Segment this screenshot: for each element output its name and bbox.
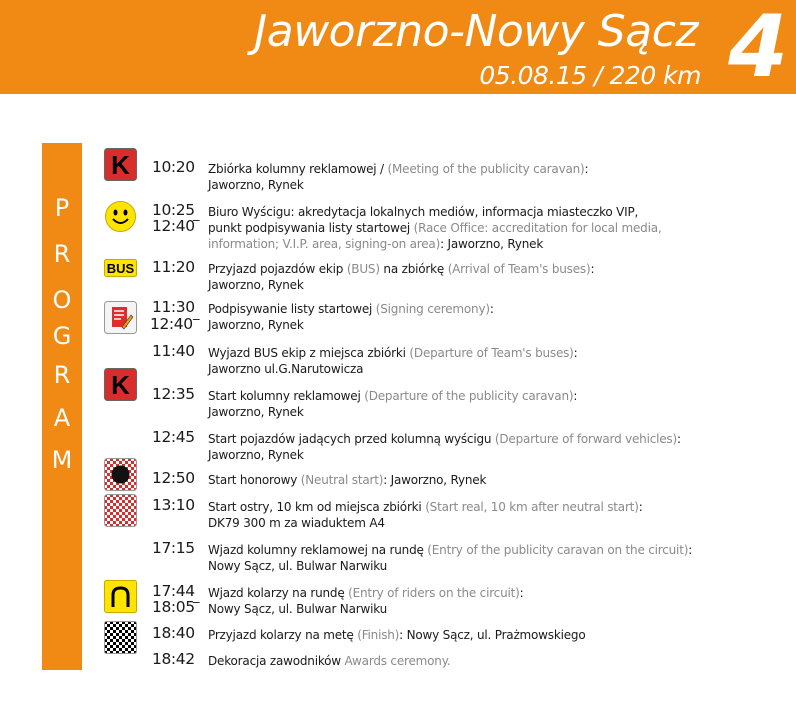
schedule-entry: Wjazd kolarzy na rundę (Entry of riders on the circuit): Nowy Sącz, ul. Bulwar Narwiku — [208, 586, 524, 616]
schedule-entry: Start pojazdów jadących przed kolumną wyścigu (Departure of forward vehicles): Jaworzno, Rynek — [208, 432, 681, 462]
time-label: 13:10 — [152, 496, 195, 514]
svg-text:K: K — [111, 370, 130, 400]
stage-date-distance: 05.08.15 / 220 km — [479, 61, 701, 90]
time-label: 12:50 — [152, 469, 195, 487]
time-label: 11:30 — [152, 298, 195, 316]
bus-icon — [104, 259, 137, 277]
time-label: 12:45 — [152, 428, 195, 446]
time-range-dash: _ — [193, 207, 200, 222]
smiley-icon — [104, 200, 137, 233]
circuit-icon — [104, 580, 137, 613]
schedule-entry: Wyjazd BUS ekip z miejsca zbiórki (Departure of Team's buses): Jaworzno ul.G.Narutowicza — [208, 346, 578, 376]
time-range-dash: _ — [193, 589, 200, 604]
time-label: 11:20 — [152, 258, 195, 276]
svg-text:K: K — [111, 150, 130, 180]
header-banner — [0, 0, 796, 94]
sidebar-letter: P — [54, 194, 70, 222]
signing-sheet-icon — [104, 301, 137, 334]
time-label: 10:25 — [152, 201, 195, 219]
schedule-entry: Przyjazd pojazdów ekip (BUS) na zbiórkę (Arrival of Team's buses): Jaworzno, Rynek — [208, 262, 595, 292]
time-label: 12:40 — [152, 217, 195, 235]
schedule-entry: Biuro Wyścigu: akredytacja lokalnych mediów, informacja miasteczko VIP, punkt podpisywania listy startowej (Race Office: accreditation for local media, information; V.I.P. area, signing-on area): Jaworzno, Rynek — [208, 205, 662, 251]
stage-title: Jaworzno-Nowy Sącz — [254, 6, 698, 57]
time-label: 18:42 — [152, 650, 195, 668]
schedule-entry: Zbiórka kolumny reklamowej / (Meeting of the publicity caravan): Jaworzno, Rynek — [208, 162, 589, 192]
schedule-entry: Start honorowy (Neutral start): Jaworzno, Rynek — [208, 473, 487, 487]
schedule-entry: Dekoracja zawodników Awards ceremony. — [208, 654, 451, 668]
sidebar-letter: M — [51, 446, 73, 474]
time-label: 12:40 — [150, 315, 193, 333]
time-label: 11:40 — [152, 342, 195, 360]
time-range-dash: _ — [193, 306, 200, 321]
schedule-entry: Podpisywanie listy startowej (Signing ceremony): Jaworzno, Rynek — [208, 302, 494, 332]
real-start-icon — [104, 494, 137, 527]
time-label: 17:44 — [152, 582, 195, 600]
schedule-entry: Start kolumny reklamowej (Departure of the publicity caravan): Jaworzno, Rynek — [208, 389, 578, 419]
finish-flag-icon — [104, 621, 137, 654]
time-label: 18:40 — [152, 624, 195, 642]
sidebar-letter: A — [53, 404, 71, 432]
sidebar-letter: G — [52, 322, 72, 350]
caravan-k-icon — [104, 368, 137, 401]
caravan-k-icon — [104, 148, 137, 181]
time-label: 17:15 — [152, 539, 195, 557]
schedule-entry: Wjazd kolumny reklamowej na rundę (Entry of the publicity caravan on the circuit): Nowy Sącz, ul. Bulwar Narwiku — [208, 543, 693, 573]
stage-number: 4 — [728, 0, 788, 94]
sidebar-letter: O — [52, 286, 72, 314]
neutral-start-icon — [104, 458, 137, 491]
time-label: 18:05 — [152, 598, 195, 616]
schedule-entry: Przyjazd kolarzy na metę (Finish): Nowy Sącz, ul. Prażmowskiego — [208, 628, 586, 642]
sidebar-letter: R — [53, 240, 71, 268]
svg-text:BUS: BUS — [106, 261, 135, 276]
sidebar-letter: R — [53, 361, 71, 389]
time-label: 10:20 — [152, 158, 195, 176]
program-sidebar — [42, 143, 82, 670]
time-label: 12:35 — [152, 385, 195, 403]
schedule-entry: Start ostry, 10 km od miejsca zbiórki (Start real, 10 km after neutral start): DK79 300 m za wiaduktem A4 — [208, 500, 643, 530]
